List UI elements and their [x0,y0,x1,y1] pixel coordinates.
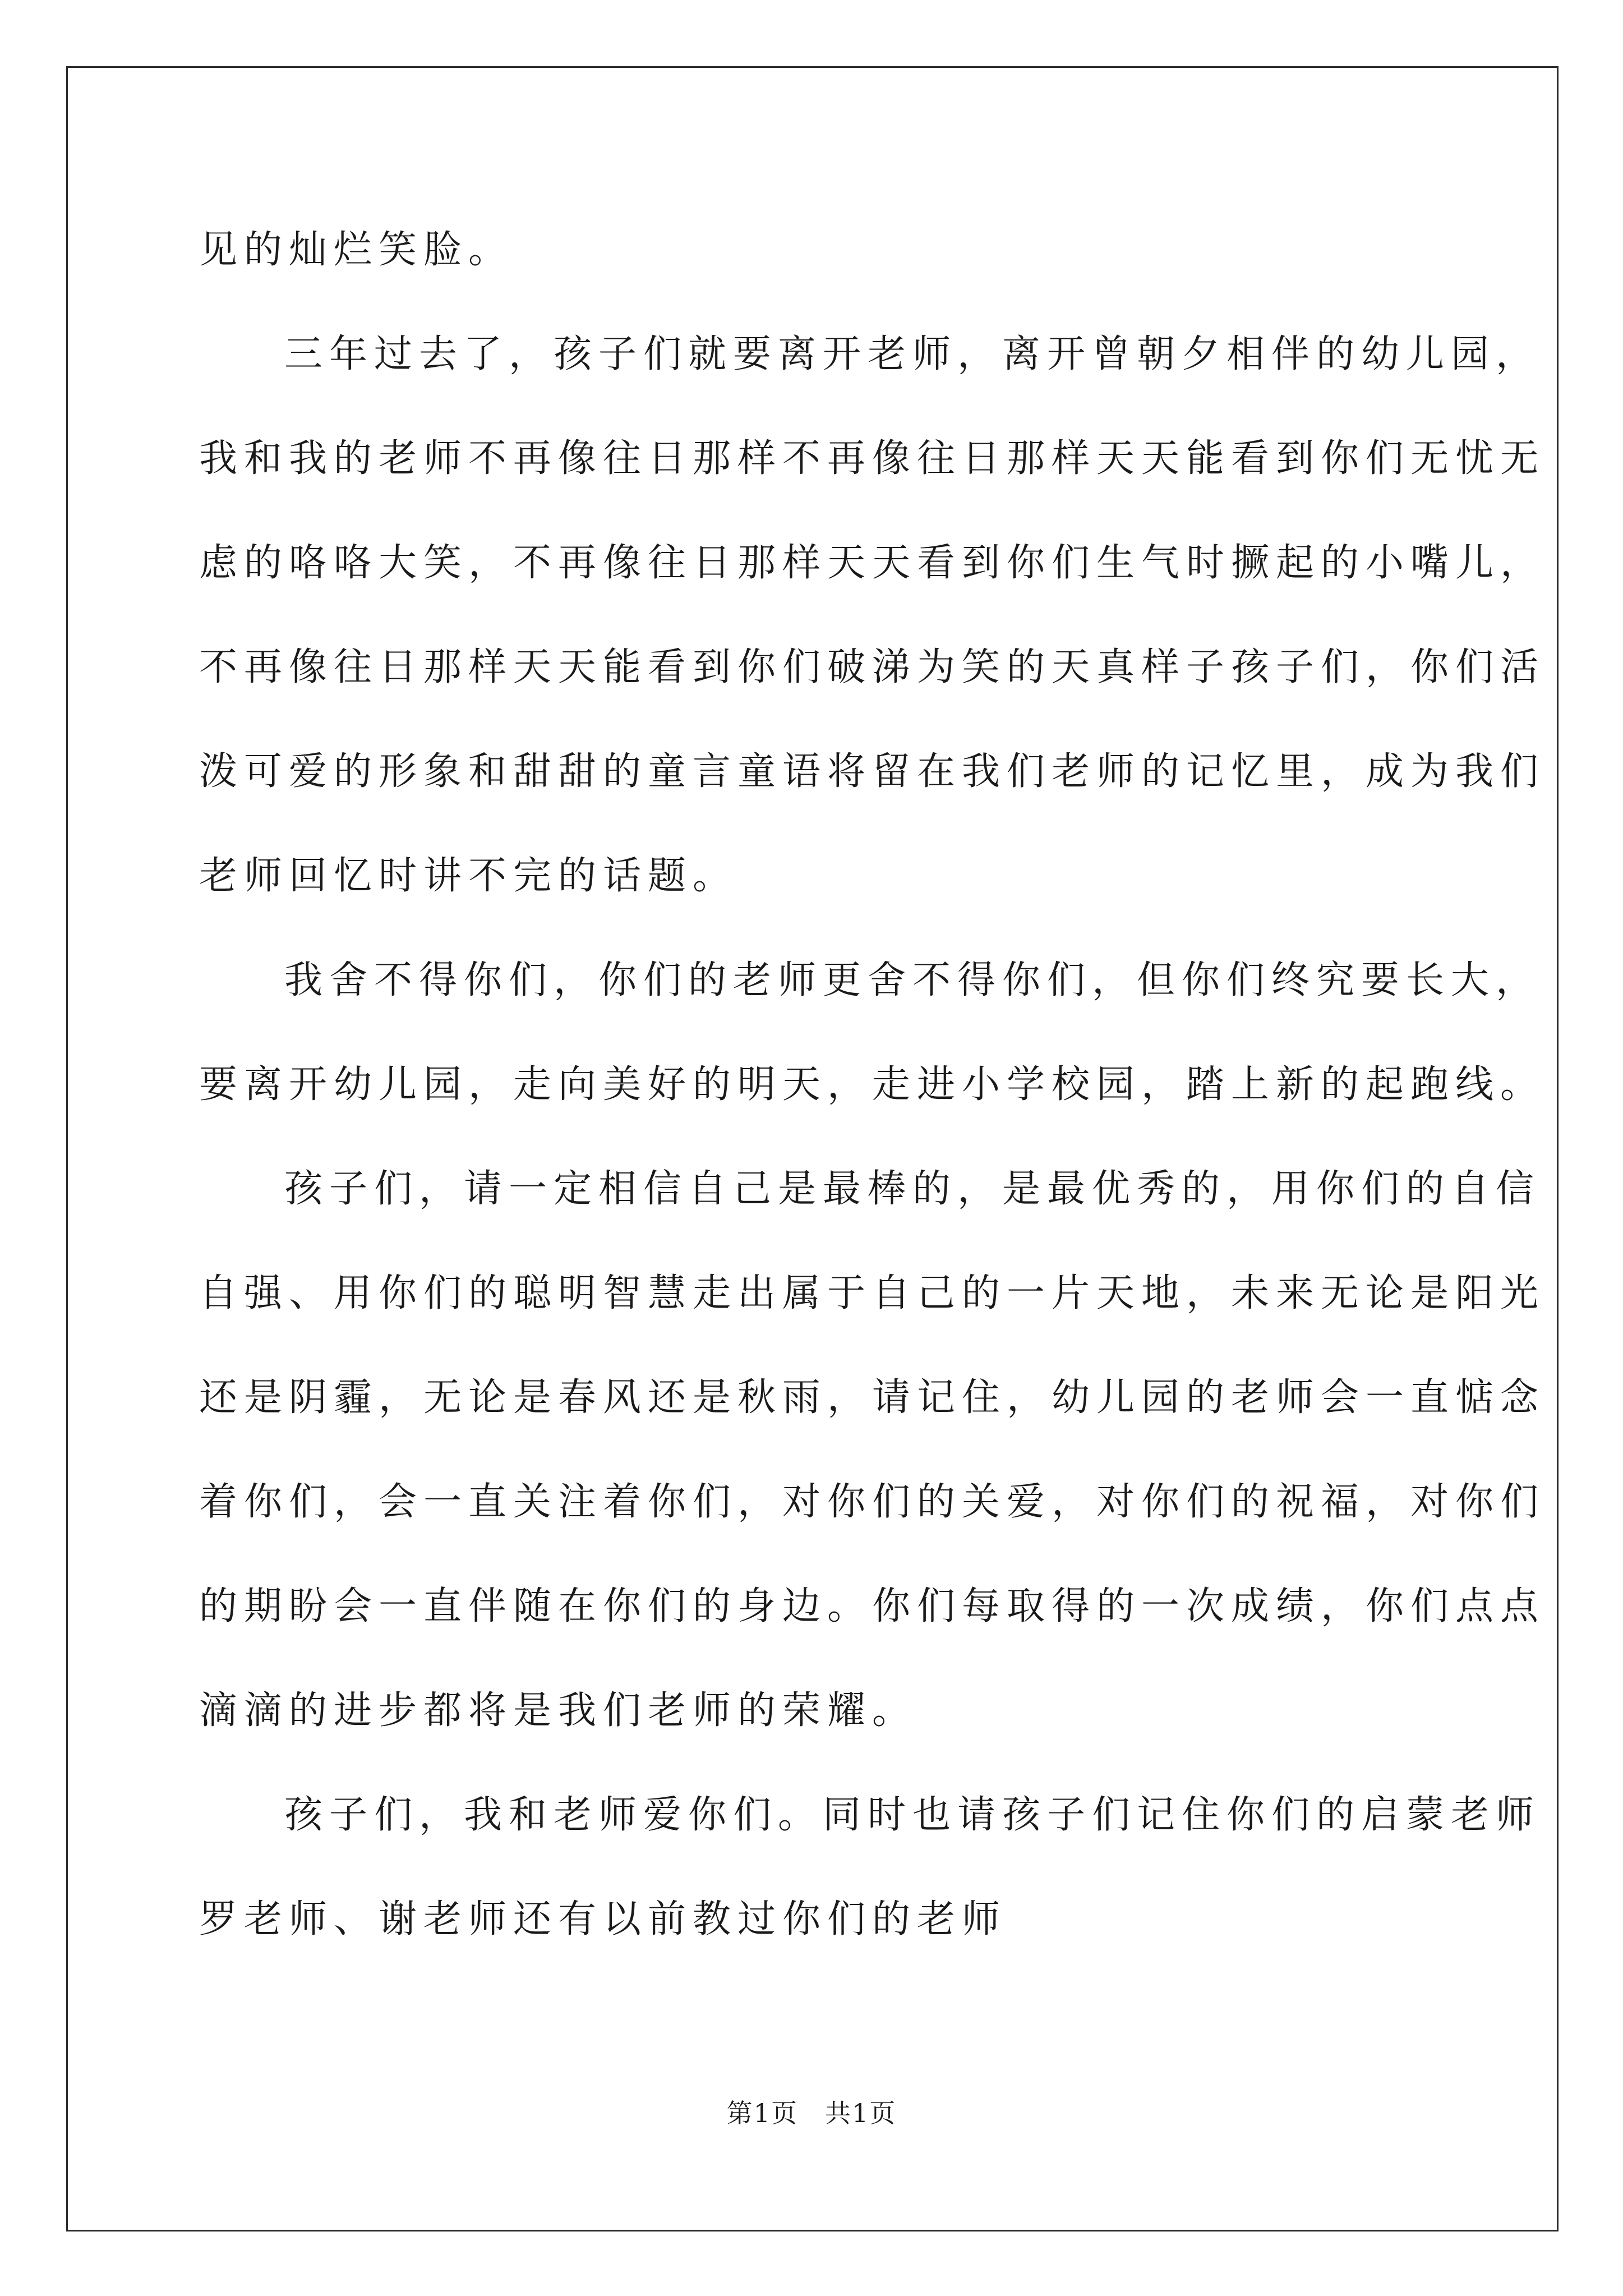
text-line: 孩子们，请一定相信自己是最棒的，是最优秀的，用你们的自信 [284,1167,1541,1211]
text-line: 着你们，会一直关注着你们，对你们的关爱，对你们的祝福，对你们 [199,1480,1546,1524]
text-line: 泼可爱的形象和甜甜的童言童语将留在我们老师的记忆里，成为我们 [199,749,1546,794]
text-line: 要离开幼儿园，走向美好的明天，走进小学校园，踏上新的起跑线。 [199,1062,1546,1107]
text-line: 还是阴霾，无论是春风还是秋雨，请记住，幼儿园的老师会一直惦念 [199,1375,1546,1420]
page-total: 共1页 [825,2098,897,2128]
page-footer [0,2096,1623,2130]
text-line: 虑的咯咯大笑，不再像往日那样天天看到你们生气时撅起的小嘴儿， [199,541,1546,585]
text-line: 滴滴的进步都将是我们老师的荣耀。 [199,1688,917,1733]
text-line: 孩子们，我和老师爱你们。同时也请孩子们记住你们的启蒙老师 [284,1793,1541,1837]
document-body [199,198,1546,1972]
text-line: 自强、用你们的聪明智慧走出属于自己的一片天地，未来无论是阳光 [199,1271,1546,1315]
text-line: 罗老师、谢老师还有以前教过你们的老师 [199,1897,1007,1941]
text-line: 见的灿烂笑脸。 [199,228,514,272]
text-line: 我和我的老师不再像往日那样不再像往日那样天天能看到你们无忧无 [199,436,1546,481]
text-line: 三年过去了，孩子们就要离开老师，离开曾朝夕相伴的幼儿园， [284,332,1541,376]
page-number: 第1页 [726,2098,798,2128]
text-line: 老师回忆时讲不完的话题。 [199,854,738,898]
text-line: 不再像往日那样天天能看到你们破涕为笑的天真样子孩子们，你们活 [199,645,1546,689]
text-line: 的期盼会一直伴随在你们的身边。你们每取得的一次成绩，你们点点 [199,1584,1546,1628]
text-line: 我舍不得你们，你们的老师更舍不得你们，但你们终究要长大， [284,958,1541,1002]
